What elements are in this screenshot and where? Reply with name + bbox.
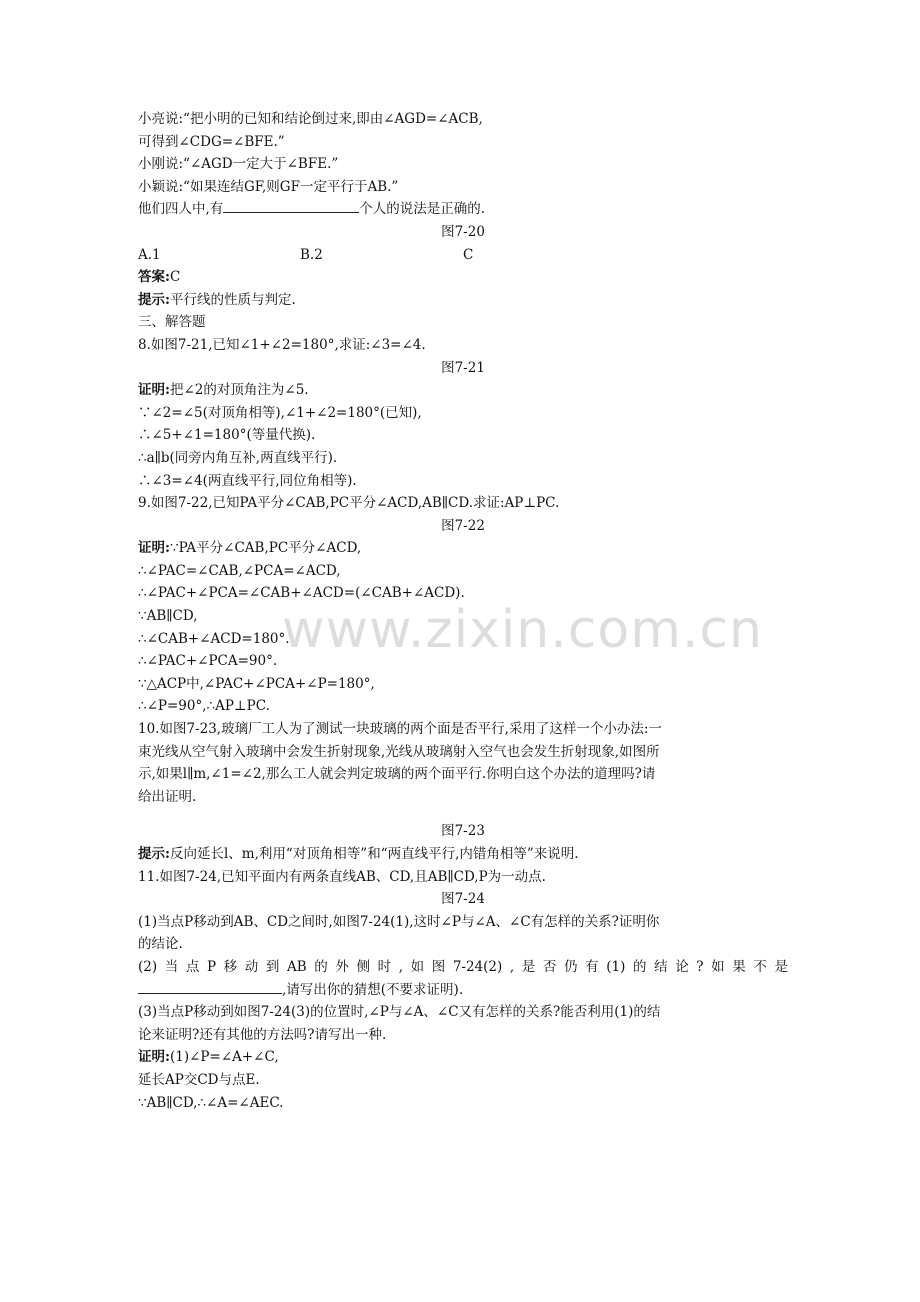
justified-word: 如 bbox=[410, 958, 425, 975]
justified-word: 是 bbox=[774, 958, 788, 975]
q7-options bbox=[138, 244, 788, 267]
hint-text: 平行线的性质与判定. bbox=[169, 291, 296, 308]
justified-word: 如 bbox=[711, 958, 725, 975]
proof-text: 把∠2的对顶角注为∠5. bbox=[169, 382, 309, 399]
justified-word: 否 bbox=[542, 958, 557, 975]
justified-word: 7-24(2) bbox=[452, 958, 503, 975]
section-heading: 三、解答题 bbox=[138, 314, 206, 331]
q11-part1-line-2: 的结论. bbox=[138, 936, 183, 953]
justified-word: (1) bbox=[606, 958, 626, 975]
q7-line-4: 小颖说:“如果连结GF,则GF一定平行于AB.” bbox=[138, 178, 399, 195]
proof-label: 证明: bbox=[138, 540, 170, 557]
q10-line-4: 给出证明. bbox=[138, 788, 197, 805]
justified-word: 不 bbox=[753, 958, 767, 975]
q11-part2-line-2-text: ,请写出你的猜想(不要求证明). bbox=[282, 981, 464, 998]
q9-proof-line: ∴∠PAC+∠PCA=∠CAB+∠ACD=(∠CAB+∠ACD). bbox=[138, 585, 465, 602]
q11-proof-line bbox=[138, 1046, 788, 1069]
answer-blank bbox=[138, 979, 282, 994]
justified-word: 果 bbox=[732, 958, 746, 975]
justified-word: 移 bbox=[223, 958, 238, 975]
justified-word: 时 bbox=[377, 958, 392, 975]
q9-proof-line: ∴∠CAB+∠ACD=180°. bbox=[138, 630, 290, 647]
hint-label: 提示: bbox=[138, 846, 170, 862]
justified-word: 是 bbox=[521, 958, 536, 975]
proof-label: 证明: bbox=[138, 1049, 170, 1066]
justified-word: 仍 bbox=[564, 958, 578, 975]
q9-proof-line: ∴∠PAC=∠CAB,∠PCA=∠ACD, bbox=[138, 562, 341, 579]
justified-word: 论 bbox=[675, 958, 689, 975]
q10-line-2: 束光线从空气射入玻璃中会发生折射现象,光线从玻璃射入空气也会发生折射现象,如图所 bbox=[138, 743, 660, 760]
q9-proof-line bbox=[138, 537, 788, 560]
hint-text: 反向延长l、m,利用“对顶角相等”和“两直线平行,内错角相等”来说明. bbox=[169, 846, 579, 862]
q7-line-5-pre: 他们四人中,有 bbox=[138, 201, 224, 218]
figure-caption-7-24: 图7-24 bbox=[441, 891, 485, 908]
q11-part2-line-1 bbox=[138, 956, 788, 979]
q7-line-2: 可得到∠CDG=∠BFE.” bbox=[138, 133, 285, 150]
justified-word: 动 bbox=[244, 958, 259, 975]
q11-part1-line-1: (1)当点P移动到AB、CD之间时,如图7-24(1),这时∠P与∠A、∠C有怎样的关系?证明你 bbox=[138, 913, 660, 930]
q8-proof-line: ∵∠2=∠5(对顶角相等),∠1+∠2=180°(已知), bbox=[138, 404, 422, 421]
option-c: C bbox=[463, 246, 474, 263]
q8-proof-line: ∴a∥b(同旁内角互补,两直线平行). bbox=[138, 449, 338, 466]
justified-word: 外 bbox=[335, 958, 349, 975]
proof-text: (1)∠P=∠A+∠C, bbox=[169, 1049, 279, 1066]
watermark: www.zixin.com.cn bbox=[282, 600, 763, 660]
q11-part3-line-2: 论来证明?还有其他的方法吗?请写出一种. bbox=[138, 1026, 387, 1043]
q8-proof-line: ∴∠5+∠1=180°(等量代换). bbox=[138, 427, 316, 444]
justified-word: 有 bbox=[585, 958, 599, 975]
q7-line-3: 小刚说:“∠AGD一定大于∠BFE.” bbox=[138, 156, 339, 173]
q7-line-1: 小亮说:“把小明的已知和结论倒过来,即由∠AGD=∠ACB, bbox=[138, 111, 483, 127]
justified-word: 到 bbox=[265, 958, 280, 975]
q11-stem: 11.如图7-24,已知平面内有两条直线AB、CD,且AB∥CD,P为一动点. bbox=[138, 868, 546, 885]
figure-caption-7-21: 图7-21 bbox=[441, 359, 485, 376]
q8-proof-line: ∴∠3=∠4(两直线平行,同位角相等). bbox=[138, 472, 357, 489]
q10-line-3: 示,如果l∥m,∠1=∠2,那么工人就会判定玻璃的两个面平行.你明白这个办法的道理吗?请 bbox=[138, 766, 656, 783]
figure-caption-7-20: 图7-20 bbox=[441, 223, 485, 240]
justified-word: 的 bbox=[632, 958, 647, 975]
q8-proof-line bbox=[138, 379, 788, 402]
q11-proof-line: 延长AP交CD与点E. bbox=[138, 1071, 260, 1088]
answer-value: C bbox=[169, 269, 181, 286]
justified-word: ? bbox=[696, 958, 704, 975]
hint-label: 提示: bbox=[138, 291, 170, 308]
justified-word: , bbox=[509, 958, 515, 975]
q10-line-1: 10.如图7-23,玻璃厂工人为了测试一块玻璃的两个面是否平行,采用了这样一个小办法:一 bbox=[138, 721, 662, 738]
proof-label: 证明: bbox=[138, 382, 170, 399]
q9-proof-line: ∴∠PAC+∠PCA=90°. bbox=[138, 653, 278, 670]
answer-label: 答案: bbox=[138, 269, 170, 286]
justified-word: , bbox=[398, 958, 403, 975]
justified-word: AB bbox=[286, 958, 307, 975]
option-b: B.2 bbox=[300, 246, 323, 263]
justified-word: (2) bbox=[138, 958, 158, 975]
q7-hint bbox=[138, 289, 788, 312]
q10-hint bbox=[138, 843, 788, 866]
justified-word: 侧 bbox=[356, 958, 370, 975]
justified-word: 当 bbox=[164, 958, 179, 975]
q7-answer bbox=[138, 266, 788, 289]
figure-caption-7-23: 图7-23 bbox=[441, 823, 485, 840]
justified-word: 图 bbox=[431, 958, 446, 975]
q9-proof-line: ∵AB∥CD, bbox=[138, 608, 198, 625]
q11-part2-line-2 bbox=[138, 979, 788, 1002]
option-a: A.1 bbox=[138, 246, 161, 263]
proof-text: ∵PA平分∠CAB,PC平分∠ACD, bbox=[169, 540, 362, 557]
answer-blank bbox=[223, 198, 359, 213]
justified-word: 的 bbox=[314, 958, 328, 975]
q8-stem: 8.如图7-21,已知∠1+∠2=180°,求证:∠3=∠4. bbox=[138, 336, 426, 353]
q9-stem: 9.如图7-22,已知PA平分∠CAB,PC平分∠ACD,AB∥CD.求证:AP⊥PC. bbox=[138, 495, 560, 512]
justified-word: 结 bbox=[654, 958, 668, 975]
q9-proof-line: ∵△ACP中,∠PAC+∠PCA+∠P=180°, bbox=[138, 675, 375, 692]
q7-line-5 bbox=[138, 198, 788, 221]
q9-proof-line: ∴∠P=90°,∴AP⊥PC. bbox=[138, 698, 270, 715]
justified-word: 点 bbox=[185, 958, 200, 975]
figure-caption-7-22: 图7-22 bbox=[441, 517, 485, 534]
q11-part3-line-1: (3)当点P移动到如图7-24(3)的位置时,∠P与∠A、∠C又有怎样的关系?能否利用(1)的结 bbox=[138, 1004, 661, 1021]
justified-word: P bbox=[206, 958, 217, 975]
q7-line-5-post: 个人的说法是正确的. bbox=[359, 201, 486, 218]
q11-proof-line: ∵AB∥CD,∴∠A=∠AEC. bbox=[138, 1094, 284, 1111]
document-body bbox=[138, 108, 788, 1114]
